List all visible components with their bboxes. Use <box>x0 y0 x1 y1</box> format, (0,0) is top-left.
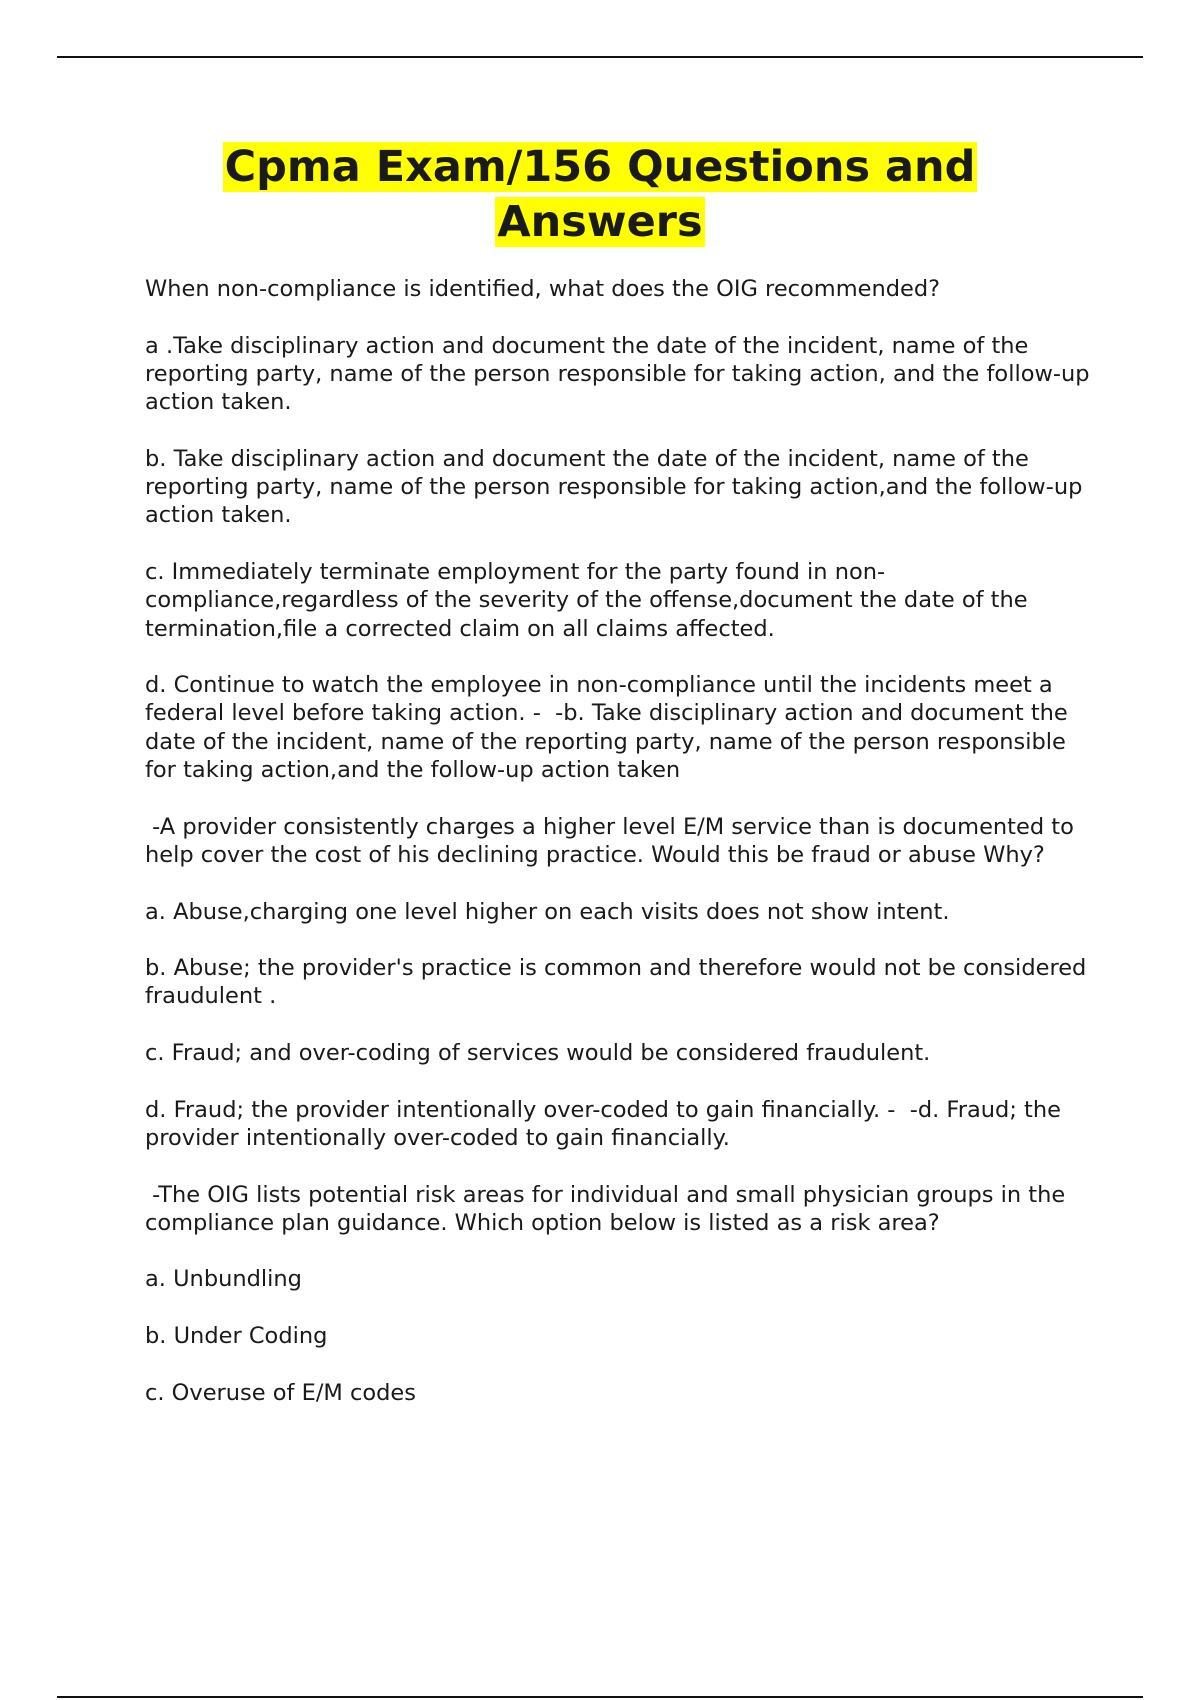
question-3-option-c: c. Overuse of E/M codes <box>145 1379 416 1406</box>
question-3-prompt: -The OIG lists potential risk areas for individual and small physician groups in the compliance plan guidance. Which option below is listed as a risk area? <box>145 1181 1073 1236</box>
document-title <box>0 140 1200 250</box>
title-line-1: Cpma Exam/156 Questions and <box>224 142 976 192</box>
question-2-option-d-answer: d. Fraud; the provider intentionally over-coded to gain financially. - -d. Fraud; the provider intentionally over-coded to gain financially. <box>145 1096 1069 1151</box>
question-3-option-a: a. Unbundling <box>145 1266 302 1293</box>
header-divider <box>57 56 1143 58</box>
footer-divider <box>57 1696 1143 1698</box>
question-2-prompt: -A provider consistently charges a higher level E/M service than is documented to help cover the cost of his declining practice. Would this be fraud or abuse Why? <box>145 813 1082 868</box>
question-1-option-c: c. Immediately terminate employment for the party found in non-compliance,regardless of the severity of the offense,document the date of the termination,file a corrected claim on all claims affected. <box>145 558 1035 642</box>
question-1-option-d-answer: d. Continue to watch the employee in non-compliance until the incidents meet a federal level before taking action. - -b. Take disciplinary action and document the date of the incident, name of the reporting party, name of the person responsible for taking action,and the follow-up action taken <box>145 672 1075 784</box>
question-2-option-b: b. Abuse; the provider's practice is common and therefore would not be considered fraudulent . <box>145 955 1094 1010</box>
question-1-option-a: a .Take disciplinary action and document the date of the incident, name of the reporting party, name of the person responsible for taking action, and the follow-up action taken. <box>145 332 1097 416</box>
question-2-option-c: c. Fraud; and over-coding of services would be considered fraudulent. <box>145 1040 931 1067</box>
document-body <box>145 275 1097 1435</box>
question-3-option-b: b. Under Coding <box>145 1322 328 1349</box>
question-1-prompt: When non-compliance is identified, what does the OIG recommended? <box>145 276 941 302</box>
question-1-option-b: b. Take disciplinary action and document the date of the incident, name of the reporting party, name of the person responsible for taking action,and the follow-up action taken. <box>145 445 1090 529</box>
title-line-2: Answers <box>497 197 703 247</box>
question-2-option-a: a. Abuse,charging one level higher on each visits does not show intent. <box>145 898 950 925</box>
